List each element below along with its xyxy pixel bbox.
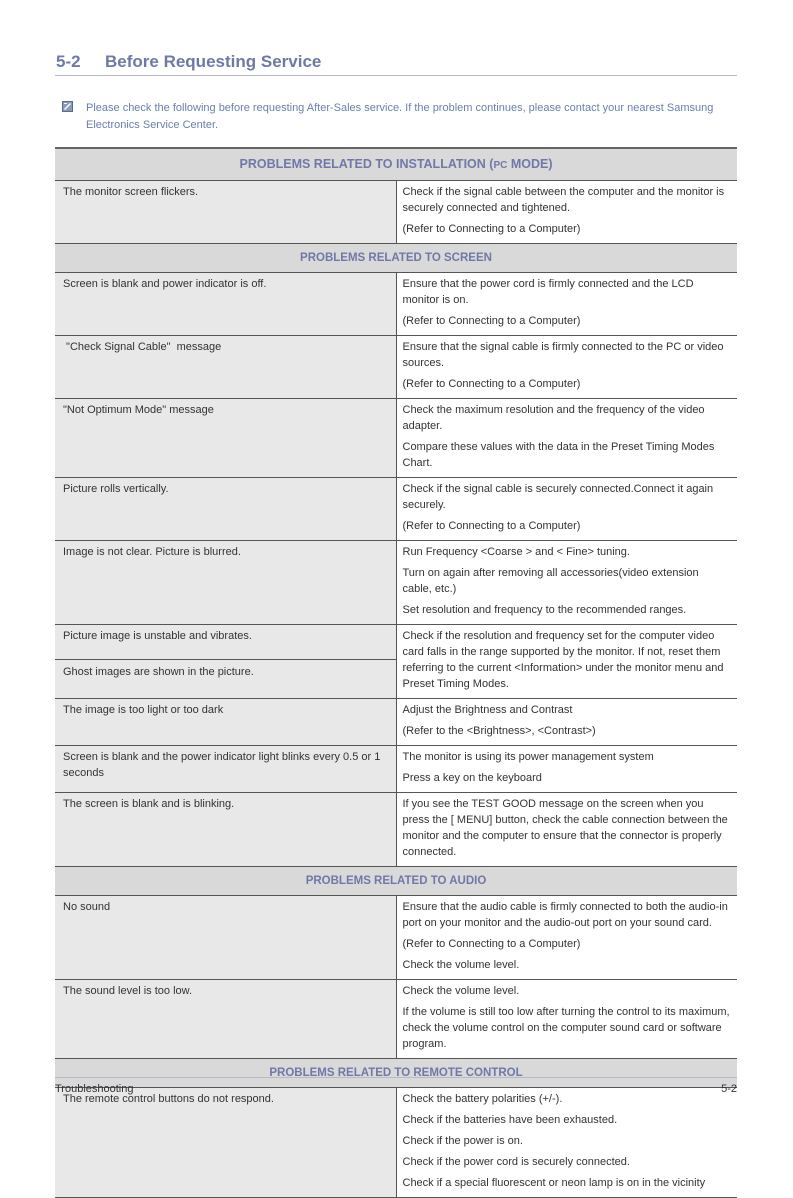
table-row — [55, 896, 737, 980]
problem-cell: The screen is blank and is blinking. — [55, 793, 396, 867]
table-row — [55, 980, 737, 1059]
solution-cell — [396, 896, 737, 980]
page-footer — [55, 1077, 737, 1095]
section-header-remote-control: PROBLEMS RELATED TO REMOTE CONTROL — [55, 1059, 737, 1088]
solution-line: (Refer to Connecting to a Computer) — [402, 520, 581, 532]
solution-line: Check if the signal cable between the computer and the monitor is securely connected and tightened. — [402, 186, 725, 214]
solution-line: Ensure that the power cord is firmly connected and the LCD monitor is on. — [402, 278, 694, 306]
solution-cell — [396, 181, 737, 244]
problem-cell: The remote control buttons do not respond. — [55, 1088, 396, 1198]
section-header-row — [55, 148, 737, 181]
section-header-screen: PROBLEMS RELATED TO SCREEN — [55, 244, 737, 273]
problem-cell: The sound level is too low. — [55, 980, 396, 1059]
problem-cell: Picture rolls vertically. — [55, 478, 396, 541]
solution-line: Check the volume level. — [402, 959, 520, 971]
note-icon — [62, 101, 73, 112]
table-row — [55, 625, 737, 660]
solution-cell — [396, 699, 737, 746]
troubleshooting-table — [55, 147, 737, 1198]
section-title-part: PC — [493, 159, 508, 171]
table-row — [55, 478, 737, 541]
problem-cell: Screen is blank and power indicator is off. — [55, 273, 396, 336]
table-row — [55, 1088, 737, 1198]
footer-page-number: 5-2 — [721, 1083, 737, 1095]
solution-line: Check the maximum resolution and the frequency of the video adapter. — [402, 404, 705, 432]
solution-line: Check the volume level. — [402, 985, 520, 997]
table-row — [55, 746, 737, 793]
problem-cell: The image is too light or too dark — [55, 699, 396, 746]
table-row — [55, 273, 737, 336]
solution-cell — [396, 273, 737, 336]
section-title-part: PROBLEMS RELATED TO INSTALLATION ( — [239, 156, 494, 171]
solution-cell — [396, 478, 737, 541]
solution-line: (Refer to Connecting to a Computer) — [402, 378, 581, 390]
section-header-row — [55, 244, 737, 273]
page-title: Before Requesting Service — [105, 52, 322, 71]
page-header — [55, 50, 737, 76]
solution-line: (Refer to Connecting to a Computer) — [402, 223, 581, 235]
section-number: 5-2 — [56, 52, 81, 71]
solution-line: If you see the TEST GOOD message on the screen when you press the [ MENU] button, check the cable connection between the monitor and the computer to ensure that the connector is properly connected. — [402, 798, 728, 858]
solution-cell — [396, 336, 737, 399]
solution-line: Adjust the Brightness and Contrast — [402, 704, 573, 716]
table-row — [55, 399, 737, 478]
footer-chapter: Troubleshooting — [55, 1083, 134, 1095]
table-row — [55, 541, 737, 625]
problem-cell: Picture image is unstable and vibrates. — [55, 625, 396, 660]
problem-cell: Ghost images are shown in the picture. — [55, 659, 396, 698]
table-row — [55, 336, 737, 399]
problem-cell: Image is not clear. Picture is blurred. — [55, 541, 396, 625]
section-header-installation — [55, 148, 737, 181]
solution-line: (Refer to the <Brightness>, <Contrast>) — [402, 725, 596, 737]
solution-line: Check if the signal cable is securely connected.Connect it again securely. — [402, 483, 714, 511]
section-header-row — [55, 867, 737, 896]
section-header-audio: PROBLEMS RELATED TO AUDIO — [55, 867, 737, 896]
solution-line: Compare these values with the data in the Preset Timing Modes Chart. — [402, 441, 715, 469]
solution-line: Check if a special fluorescent or neon lamp is on in the vicinity — [402, 1177, 706, 1189]
problem-cell: Screen is blank and the power indicator light blinks every 0.5 or 1 seconds — [55, 746, 396, 793]
solution-line: Ensure that the audio cable is firmly connected to both the audio-in port on your monitor and the audio-out port on your sound card. — [402, 901, 728, 929]
solution-line: Set resolution and frequency to the recommended ranges. — [402, 604, 687, 616]
problem-cell: "Not Optimum Mode" message — [55, 399, 396, 478]
solution-cell — [396, 625, 737, 699]
problem-cell: The monitor screen flickers. — [55, 181, 396, 244]
solution-line: Check if the power is on. — [402, 1135, 523, 1147]
solution-cell — [396, 793, 737, 867]
solution-cell — [396, 541, 737, 625]
section-header-row — [55, 1059, 737, 1088]
solution-line: Check if the batteries have been exhausted. — [402, 1114, 618, 1126]
section-title-part: MODE) — [507, 156, 553, 171]
solution-cell — [396, 399, 737, 478]
solution-line: Check the battery polarities (+/-). — [402, 1093, 563, 1105]
solution-line: Check if the power cord is securely connected. — [402, 1156, 630, 1168]
problem-cell: No sound — [55, 896, 396, 980]
solution-line: Ensure that the signal cable is firmly connected to the PC or video sources. — [402, 341, 724, 369]
problem-cell: "Check Signal Cable" message — [55, 336, 396, 399]
solution-line: Check if the resolution and frequency set for the computer video card falls in the range supported by the monitor. If not, reset them referring to the current <Information> under the monitor menu and Preset Timing Modes. — [402, 630, 724, 690]
solution-cell — [396, 980, 737, 1059]
solution-line: If the volume is still too low after turning the control to its maximum, check the volume control on the computer sound card or software program. — [402, 1006, 730, 1050]
solution-cell — [396, 746, 737, 793]
table-row — [55, 793, 737, 867]
table-row — [55, 181, 737, 244]
solution-line: Press a key on the keyboard — [402, 772, 542, 784]
solution-line: The monitor is using its power management system — [402, 751, 654, 763]
solution-line: (Refer to Connecting to a Computer) — [402, 938, 581, 950]
solution-line: (Refer to Connecting to a Computer) — [402, 315, 581, 327]
solution-cell — [396, 1088, 737, 1198]
table-row — [55, 699, 737, 746]
solution-line: Turn on again after removing all accessories(video extension cable, etc.) — [402, 567, 699, 595]
note-text: Please check the following before requesting After-Sales service. If the problem continues, please contact your nearest Samsung Electronics Service Center. — [86, 102, 714, 131]
solution-line: Run Frequency <Coarse > and < Fine> tuning. — [402, 546, 630, 558]
